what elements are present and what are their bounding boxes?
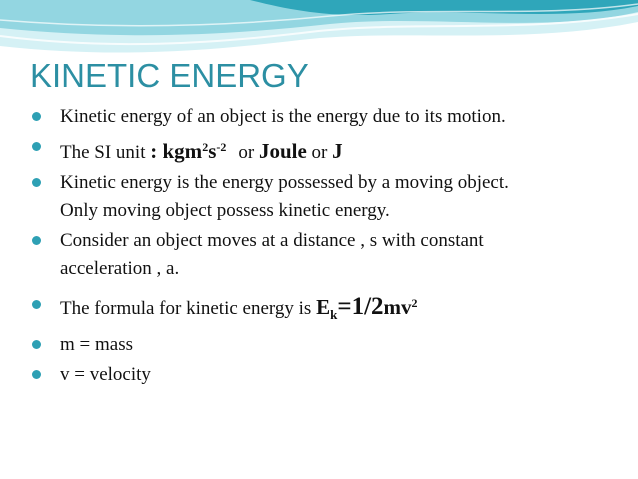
bullet-dot-icon	[32, 236, 41, 245]
bullet-item-mass	[32, 331, 622, 359]
bullet-text	[60, 139, 343, 163]
formula-e-subscript: k	[330, 307, 338, 322]
si-unit-joule: Joule	[258, 139, 307, 163]
bullet-item-moving-object	[32, 169, 622, 225]
si-unit-prefix: The SI unit	[60, 142, 151, 163]
bullet-dot-icon	[32, 178, 41, 187]
bullet-text: Kinetic energy of an object is the energy due to its motion.	[60, 106, 506, 127]
si-unit-or-1: or	[238, 142, 259, 163]
bullet-item-definition	[32, 103, 622, 131]
slide-title: KINETIC ENERGY	[30, 57, 309, 94]
si-unit-or-2: or	[306, 142, 333, 163]
bullet-text: Consider an object moves at a distance , s with constant acceleration , a.	[60, 230, 484, 279]
formula-prefix: The formula for kinetic energy is	[60, 298, 317, 319]
si-unit-j: J	[332, 139, 343, 163]
bullet-item-formula	[32, 289, 622, 329]
si-unit-s: s	[208, 139, 217, 163]
bullet-dot-icon	[32, 142, 41, 151]
bullet-item-velocity	[32, 361, 622, 389]
bullet-text: m = mass	[60, 334, 133, 355]
bullet-text: Kinetic energy is the energy possessed by a moving object. Only moving object possess kinetic energy.	[60, 172, 509, 221]
si-unit-exponent-2: -2	[216, 140, 227, 154]
bullet-dot-icon	[32, 112, 41, 121]
bullet-dot-icon	[32, 300, 41, 309]
bullet-item-consider	[32, 227, 622, 283]
bullet-text: v = velocity	[60, 364, 151, 385]
formula-mv: mv	[383, 295, 412, 319]
si-unit-colon: :	[150, 139, 163, 163]
formula-half: =1/2	[337, 293, 384, 320]
bullet-list	[32, 103, 622, 389]
bullet-dot-icon	[32, 340, 41, 349]
bullet-dot-icon	[32, 370, 41, 379]
si-unit-kgm: kgm	[162, 139, 203, 163]
formula-exponent: 2	[411, 296, 418, 310]
bullet-text	[60, 293, 418, 322]
si-unit-exponent-1: 2	[202, 140, 209, 154]
bullet-item-si-unit	[32, 133, 622, 167]
formula-e: E	[316, 295, 331, 319]
